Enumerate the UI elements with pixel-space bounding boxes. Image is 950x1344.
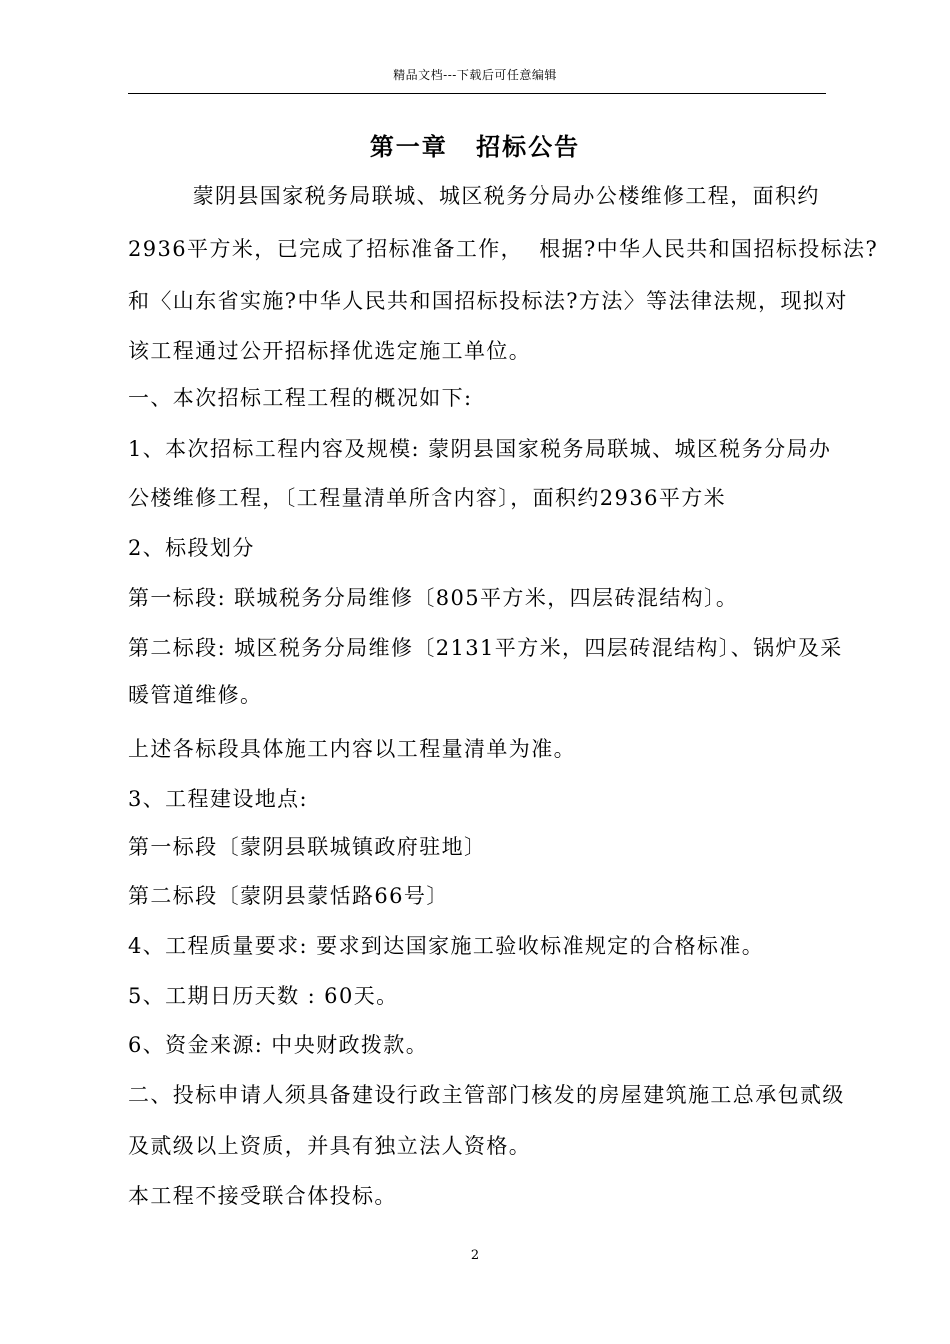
body-line: 第一标段〔蒙阴县联城镇政府驻地〕 [128, 835, 487, 859]
body-line: 5、工期日历天数 : 60天。 [128, 984, 399, 1008]
body-line: 3、工程建设地点: [128, 787, 309, 811]
body-line: 6、资金来源: 中央财政拨款。 [128, 1033, 429, 1057]
header-rule [128, 93, 826, 94]
body-line: 及贰级以上资质，并具有独立法人资格。 [128, 1134, 532, 1158]
body-line: 上述各标段具体施工内容以工程量清单为准。 [128, 737, 576, 761]
section-heading: 二、投标申请人须具备建设行政主管部门核发的房屋建筑施工总承包贰级 [128, 1083, 845, 1107]
body-line: 该工程通过公开招标择优选定施工单位。 [128, 339, 532, 363]
body-line: 2、标段划分 [128, 536, 255, 560]
section-heading: 一、本次招标工程工程的概况如下: [128, 386, 473, 410]
body-line: 2936平方米，已完成了招标准备工作， 根据?中华人民共和国招标投标法? [128, 237, 879, 261]
page-header: 精品文档---下载后可任意编辑 [393, 68, 557, 82]
body-line: 第二标段〔蒙阴县蒙恬路66号〕 [128, 884, 449, 908]
body-line: 1、本次招标工程内容及规模: 蒙阴县国家税务局联城、城区税务分局办 [128, 437, 832, 461]
body-line: 暖管道维修。 [128, 683, 263, 707]
body-line: 4、工程质量要求: 要求到达国家施工验收标准规定的合格标准。 [128, 934, 765, 958]
chapter-title: 第一章 招标公告 [369, 132, 581, 161]
page-number: 2 [470, 1248, 480, 1263]
body-line: 和〈山东省实施?中华人民共和国招标投标法?方法〉等法律法规，现拟对 [128, 289, 848, 313]
body-line: 第二标段: 城区税务分局维修〔2131平方米，四层砖混结构〕、锅炉及采 [128, 636, 843, 660]
body-line: 公楼维修工程，〔工程量清单所含内容〕，面积约2936平方米 [128, 486, 727, 510]
body-line: 第一标段: 联城税务分局维修〔805平方米，四层砖混结构〕。 [128, 586, 739, 610]
body-line: 本工程不接受联合体投标。 [128, 1184, 397, 1208]
body-line: 蒙阴县国家税务局联城、城区税务分局办公楼维修工程，面积约 [128, 184, 820, 208]
